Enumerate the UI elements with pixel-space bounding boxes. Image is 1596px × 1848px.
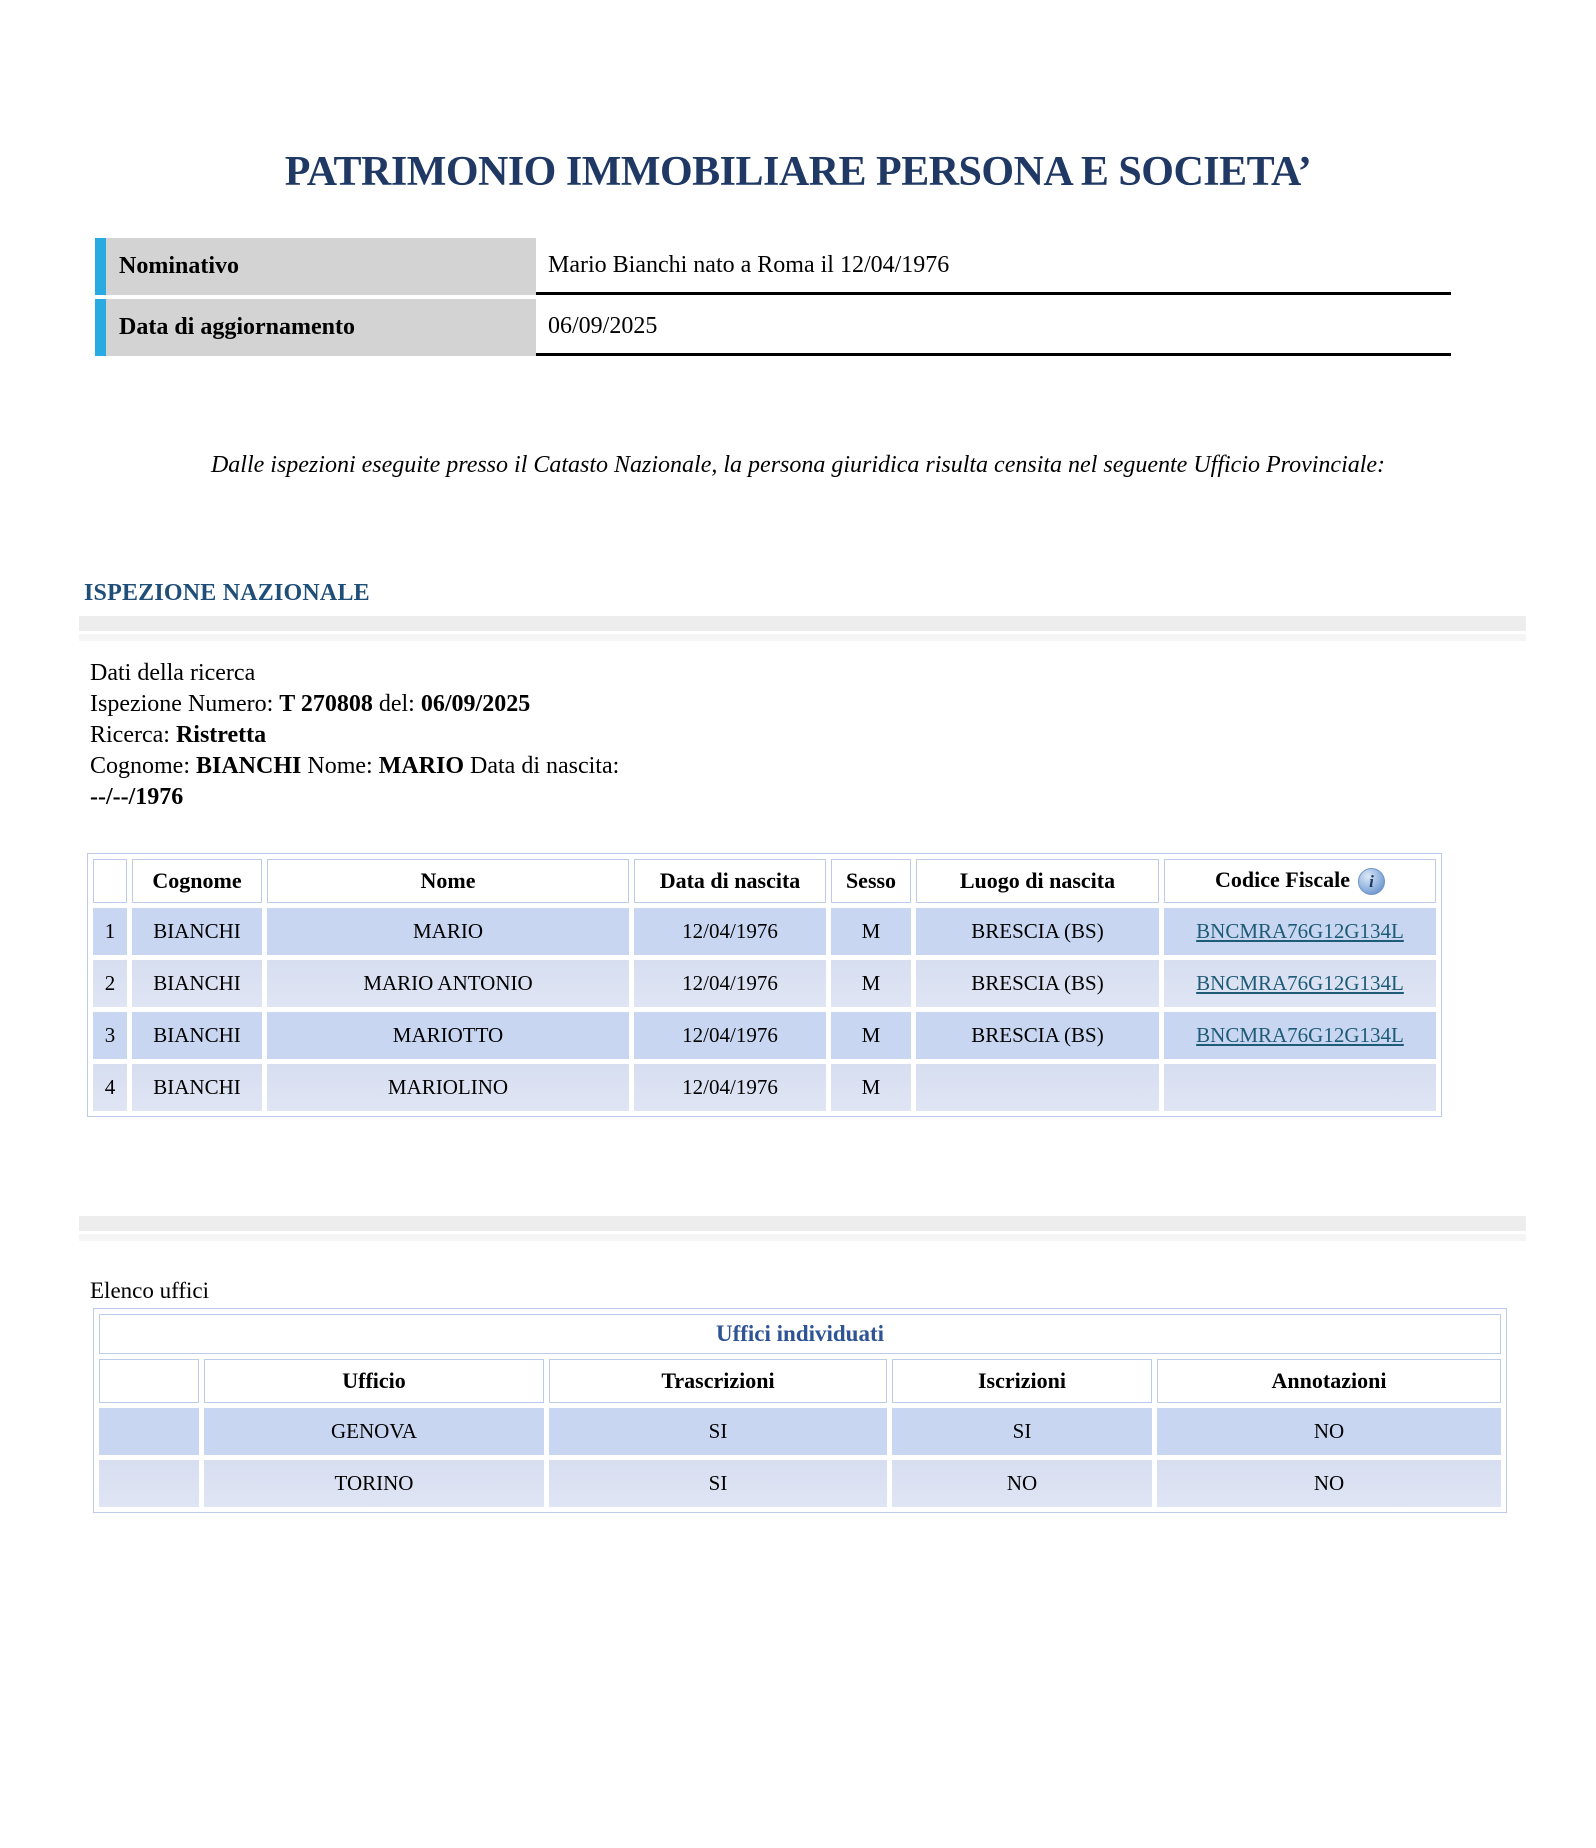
- persons-header-row: [93, 859, 1436, 903]
- header-cognome: Cognome: [132, 859, 262, 903]
- cell-nome: MARIO ANTONIO: [267, 960, 629, 1007]
- cell-luogo-nascita: BRESCIA (BS): [916, 960, 1159, 1007]
- persons-results-table: [87, 853, 1442, 1117]
- header-annotazioni: Annotazioni: [1157, 1359, 1501, 1403]
- cell-sesso: M: [831, 1064, 911, 1111]
- cell-annotazioni: NO: [1157, 1460, 1501, 1507]
- ispezione-numero: T 270808: [279, 691, 373, 717]
- summary-row-nominativo: [95, 238, 1451, 295]
- info-icon[interactable]: i: [1358, 868, 1385, 895]
- header-codice-fiscale: Codice Fiscale i: [1164, 859, 1436, 903]
- cell-rownum: 3: [93, 1012, 127, 1059]
- section-title-ispezione-nazionale: ISPEZIONE NAZIONALE: [84, 580, 370, 606]
- search-nome: MARIO: [378, 753, 465, 779]
- search-line-ispezione: Ispezione Numero: T 270808 del: 06/09/2025: [90, 691, 531, 717]
- aggiornamento-value: 06/09/2025: [536, 299, 1451, 356]
- cell-trascrizioni: SI: [549, 1408, 887, 1455]
- table-row: [93, 1012, 1436, 1059]
- offices-header-row: [99, 1359, 1501, 1403]
- cell-codice-fiscale: [1164, 960, 1436, 1007]
- table-row: [93, 960, 1436, 1007]
- accent-bar: [95, 238, 106, 295]
- section-divider: [79, 1216, 1526, 1231]
- cell-sesso: M: [831, 1012, 911, 1059]
- cell-iscrizioni: NO: [892, 1460, 1152, 1507]
- search-line-ricerca: Ricerca: Ristretta: [90, 722, 267, 748]
- offices-heading: Elenco uffici: [90, 1278, 209, 1303]
- cell-annotazioni: NO: [1157, 1408, 1501, 1455]
- intro-note: Dalle ispezioni eseguite presso il Catasto Nazionale, la persona giuridica risulta censita nel seguente Ufficio Provinciale:: [210, 452, 1386, 478]
- cell-nome: MARIOLINO: [267, 1064, 629, 1111]
- table-row: [99, 1460, 1501, 1507]
- header-empty: [99, 1359, 199, 1403]
- cell-empty: [99, 1460, 199, 1507]
- cell-luogo-nascita: [916, 1064, 1159, 1111]
- cell-codice-fiscale: [1164, 908, 1436, 955]
- summary-panel: [95, 238, 1451, 360]
- ricerca-tipo: Ristretta: [175, 722, 267, 748]
- offices-title-row: [99, 1314, 1501, 1354]
- cell-empty: [99, 1408, 199, 1455]
- cell-data-nascita: 12/04/1976: [634, 960, 826, 1007]
- accent-bar: [95, 299, 106, 356]
- offices-table-title: Uffici individuati: [99, 1314, 1501, 1354]
- search-line-anagrafica: Cognome: BIANCHI Nome: MARIO Data di nascita:: [90, 753, 620, 779]
- header-sesso: Sesso: [831, 859, 911, 903]
- codice-fiscale-link[interactable]: BNCMRA76G12G134L: [1196, 1023, 1404, 1047]
- search-heading: Dati della ricerca: [90, 660, 256, 686]
- header-iscrizioni: Iscrizioni: [892, 1359, 1152, 1403]
- cell-luogo-nascita: BRESCIA (BS): [916, 1012, 1159, 1059]
- search-line-data-nascita: [90, 782, 619, 813]
- cell-rownum: 4: [93, 1064, 127, 1111]
- codice-fiscale-link[interactable]: BNCMRA76G12G134L: [1196, 971, 1404, 995]
- cell-rownum: 2: [93, 960, 127, 1007]
- header-ufficio: Ufficio: [204, 1359, 544, 1403]
- cell-rownum: 1: [93, 908, 127, 955]
- header-data-nascita: Data di nascita: [634, 859, 826, 903]
- header-rownum: [93, 859, 127, 903]
- search-data-nascita: --/--/1976: [90, 784, 184, 810]
- header-luogo-nascita: Luogo di nascita: [916, 859, 1159, 903]
- header-nome: Nome: [267, 859, 629, 903]
- cell-ufficio: GENOVA: [204, 1408, 544, 1455]
- search-cognome: BIANCHI: [196, 753, 302, 779]
- cell-trascrizioni: SI: [549, 1460, 887, 1507]
- cell-luogo-nascita: BRESCIA (BS): [916, 908, 1159, 955]
- cell-codice-fiscale: [1164, 1012, 1436, 1059]
- cell-sesso: M: [831, 908, 911, 955]
- section-divider: [79, 616, 1526, 631]
- page-title: PATRIMONIO IMMOBILIARE PERSONA E SOCIETA’: [284, 149, 1312, 195]
- cell-cognome: BIANCHI: [132, 1064, 262, 1111]
- cell-nome: MARIOTTO: [267, 1012, 629, 1059]
- summary-row-aggiornamento: [95, 299, 1451, 356]
- header-trascrizioni: Trascrizioni: [549, 1359, 887, 1403]
- cell-cognome: BIANCHI: [132, 908, 262, 955]
- section-divider: [79, 634, 1526, 641]
- nominativo-label: Nominativo: [106, 238, 536, 295]
- cell-sesso: M: [831, 960, 911, 1007]
- cell-data-nascita: 12/04/1976: [634, 908, 826, 955]
- offices-table: [93, 1308, 1507, 1513]
- nominativo-value: Mario Bianchi nato a Roma il 12/04/1976: [536, 238, 1451, 295]
- cell-data-nascita: 12/04/1976: [634, 1064, 826, 1111]
- ispezione-data: 06/09/2025: [420, 691, 531, 717]
- section-divider: [79, 1234, 1526, 1241]
- cell-data-nascita: 12/04/1976: [634, 1012, 826, 1059]
- search-data-block: [90, 658, 619, 813]
- codice-fiscale-link[interactable]: BNCMRA76G12G134L: [1196, 919, 1404, 943]
- table-row: [93, 1064, 1436, 1111]
- cell-cognome: BIANCHI: [132, 960, 262, 1007]
- cell-cognome: BIANCHI: [132, 1012, 262, 1059]
- table-row: [93, 908, 1436, 955]
- cell-ufficio: TORINO: [204, 1460, 544, 1507]
- cell-iscrizioni: SI: [892, 1408, 1152, 1455]
- cell-codice-fiscale: [1164, 1064, 1436, 1111]
- table-row: [99, 1408, 1501, 1455]
- aggiornamento-label: Data di aggiornamento: [106, 299, 536, 356]
- cell-nome: MARIO: [267, 908, 629, 955]
